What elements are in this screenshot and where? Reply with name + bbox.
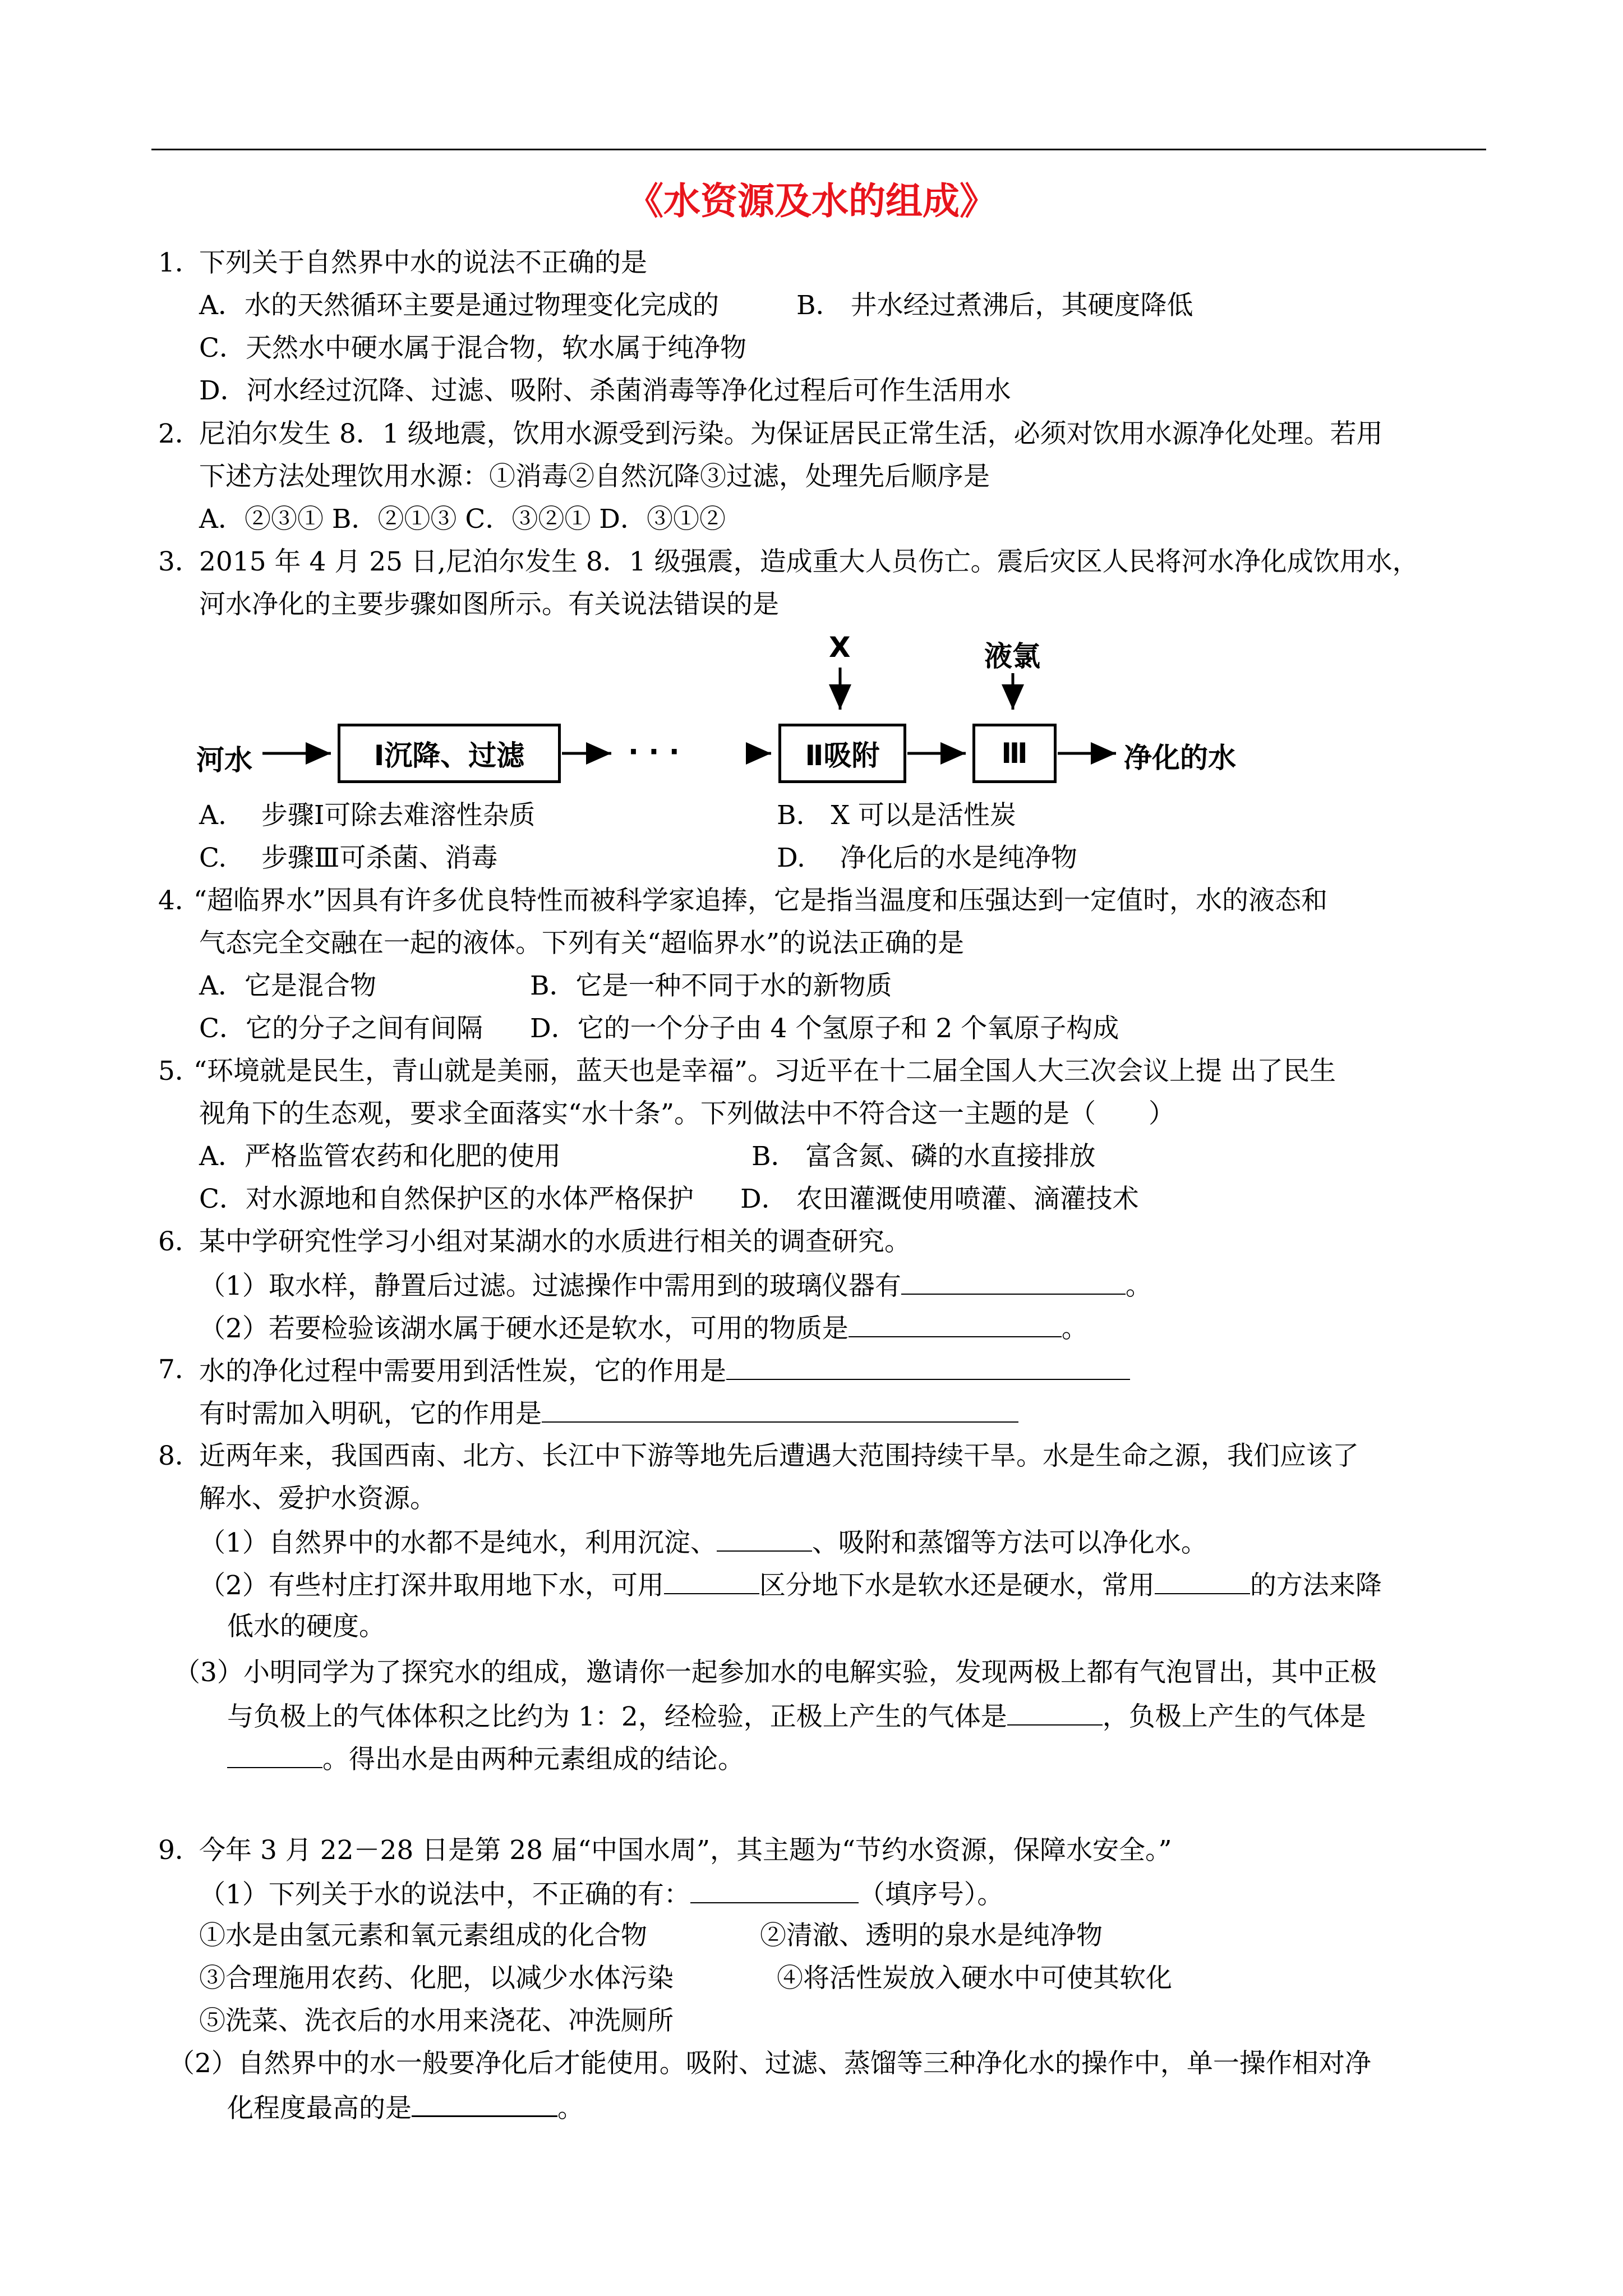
- diagram-ellipsis: · · ·: [628, 735, 680, 768]
- q8-part3-text-d: 。得出水是由两种元素组成的结论。: [322, 1744, 744, 1775]
- q8-part1: [199, 1528, 1207, 1556]
- q1-number: 1．: [158, 247, 201, 278]
- q6-number: 6．: [158, 1226, 201, 1257]
- q4-option-c: C．它的分子之间有间隔: [199, 1013, 483, 1044]
- diagram-step3-box: Ⅲ: [972, 724, 1057, 783]
- q8-part3-line2: [227, 1702, 1366, 1730]
- q7-line1-text: 水的净化过程中需要用到活性炭，它的作用是: [199, 1356, 726, 1387]
- q9-part1: [199, 1880, 1003, 1908]
- q5-option-b: B． 富含氮、磷的水直接排放: [751, 1141, 1096, 1172]
- q9-part1-text-b: （填序号）。: [858, 1879, 1004, 1910]
- q3-stem-line2: 河水净化的主要步骤如图所示。有关说法错误的是: [199, 589, 779, 620]
- q8-stem-line2: 解水、爱护水资源。: [199, 1483, 436, 1514]
- q7-line2-text: 有时需加入明矾，它的作用是: [199, 1398, 542, 1429]
- q9-part1-text-a: （1）下列关于水的说法中，不正确的有：: [199, 1879, 690, 1910]
- q8-part2-line2: 低水的硬度。: [227, 1611, 385, 1642]
- q8-stem-line1: 近两年来，我国西南、北方、长江中下游等地先后遭遇大范围持续干旱。水是生命之源，我们应该了: [199, 1441, 1359, 1471]
- q4-stem-line1: “超临界水”因具有许多优良特性而被科学家追捧，它是指当温度和压强达到一定值时，水的液态和: [193, 885, 1328, 916]
- q3-option-a: A. 步骤Ⅰ可除去难溶性杂质: [199, 800, 536, 831]
- q2-stem-line1: 尼泊尔发生 8．1 级地震，饮用水源受到污染。为保证居民正常生活，必须对饮用水源净化处理。若用: [199, 418, 1383, 449]
- q3-option-c: C. 步骤Ⅲ可杀菌、消毒: [199, 843, 498, 873]
- q9-item-3: ③合理施用农药、化肥，以减少水体污染: [199, 1963, 674, 1994]
- q1-option-b: B． 井水经过煮沸后，其硬度降低: [796, 290, 1193, 321]
- q7-line2-blank[interactable]: [542, 1399, 1018, 1423]
- q4-option-a: A．它是混合物: [199, 970, 376, 1001]
- diagram-purified-water: 净化的水: [1124, 742, 1236, 774]
- q5-number: 5．: [158, 1056, 201, 1087]
- q9-part2-text-b: 化程度最高的是: [227, 2093, 412, 2124]
- q9-item-4: ④将活性炭放入硬水中可使其软化: [777, 1963, 1172, 1994]
- q6-part2: [199, 1314, 1088, 1342]
- q9-item-1: ①水是由氢元素和氧元素组成的化合物: [199, 1920, 647, 1951]
- water-purification-diagram: [196, 631, 1262, 788]
- q6-part1-blank[interactable]: [901, 1271, 1126, 1295]
- q1-option-d: D．河水经过沉降、过滤、吸附、杀菌消毒等净化过程后可作生活用水: [199, 375, 1011, 406]
- q6-part2-text: （2）若要检验该湖水属于硬水还是软水，可用的物质是: [199, 1313, 849, 1344]
- q2-options: A．②③① B．②①③ C．③②① D．③①②: [199, 504, 726, 535]
- q8-part2-text-c: 的方法来降: [1249, 1570, 1382, 1601]
- q8-part1-blank[interactable]: [717, 1528, 812, 1552]
- q7-line1: [199, 1356, 1130, 1387]
- q8-part3-line1: （3）小明同学为了探究水的组成，邀请你一起参加水的电解实验，发现两极上都有气泡冒出，其中正极: [174, 1657, 1377, 1688]
- q5-option-c: C．对水源地和自然保护区的水体严格保护: [199, 1184, 694, 1214]
- q8-number: 8．: [158, 1441, 201, 1471]
- q7-line1-blank[interactable]: [726, 1356, 1130, 1380]
- q9-item-5: ⑤洗菜、洗衣后的水用来浇花、冲洗厕所: [199, 2005, 674, 2036]
- diagram-input-x: X: [829, 631, 851, 664]
- q7-line2: [199, 1399, 1018, 1427]
- q2-number: 2．: [158, 418, 201, 449]
- q8-part2-blank2[interactable]: [1155, 1571, 1250, 1594]
- q7-number: 7．: [158, 1354, 201, 1385]
- q5-option-d: D． 农田灌溉使用喷灌、滴灌技术: [740, 1184, 1139, 1214]
- q9-part2-line2: [227, 2093, 584, 2122]
- q1-stem: 下列关于自然界中水的说法不正确的是: [199, 247, 647, 278]
- q6-part1-text: （1）取水样，静置后过滤。过滤操作中需用到的玻璃仪器有: [199, 1271, 901, 1301]
- q4-stem-line2: 气态完全交融在一起的液体。下列有关“超临界水”的说法正确的是: [199, 928, 965, 959]
- diagram-step2-box: Ⅱ吸附: [778, 724, 906, 783]
- q9-stem: 今年 3 月 22－28 日是第 28 届“中国水周”，其主题为“节约水资源，保障水安全。”: [199, 1835, 1172, 1866]
- q8-part3-text-b: 与负极上的气体体积之比约为 1：2，经检验，正极上产生的气体是: [227, 1701, 1007, 1732]
- q3-option-b: B. X 可以是活性炭: [777, 800, 1016, 831]
- q4-number: 4．: [158, 885, 201, 916]
- diagram-river-water: 河水: [196, 744, 252, 776]
- q9-part2-text-c: 。: [557, 2093, 584, 2124]
- q6-part1-end: 。: [1125, 1271, 1152, 1301]
- diagram-input-chlorine: 液氯: [984, 640, 1040, 673]
- q8-part3-blank2[interactable]: [227, 1745, 322, 1768]
- q6-part2-blank[interactable]: [849, 1314, 1062, 1337]
- q9-part1-blank[interactable]: [690, 1880, 859, 1903]
- q9-part2-blank[interactable]: [412, 2093, 557, 2117]
- q9-item-2: ②清澈、透明的泉水是纯净物: [760, 1920, 1103, 1951]
- header-rule: [151, 149, 1486, 150]
- q8-part2-blank1[interactable]: [664, 1571, 759, 1594]
- q5-option-a: A．严格监管农药和化肥的使用: [199, 1141, 561, 1172]
- q1-option-a: A．水的天然循环主要是通过物理变化完成的: [199, 290, 719, 321]
- q8-part1-text-b: 、吸附和蒸馏等方法可以净化水。: [811, 1527, 1207, 1558]
- diagram-step1-box: Ⅰ沉降、过滤: [338, 724, 561, 783]
- q8-part1-text-a: （1）自然界中的水都不是纯水，利用沉淀、: [199, 1527, 717, 1558]
- q3-number: 3．: [158, 546, 201, 577]
- q5-stem-line1: “环境就是民生，青山就是美丽，蓝天也是幸福”。习近平在十二届全国人大三次会议上提 出了民生: [193, 1056, 1336, 1087]
- q6-stem: 某中学研究性学习小组对某湖水的水质进行相关的调查研究。: [199, 1226, 911, 1257]
- q5-stem-line2: 视角下的生态观，要求全面落实“水十条”。下列做法中不符合这一主题的是（ ）: [199, 1098, 1175, 1129]
- q8-part3-text-c: ，负极上产生的气体是: [1102, 1701, 1366, 1732]
- q9-part2-line1: （2）自然界中的水一般要净化后才能使用。吸附、过滤、蒸馏等三种净化水的操作中，单一操作相对净: [168, 2048, 1371, 2079]
- q2-stem-line2: 下述方法处理饮用水源：①消毒②自然沉降③过滤，处理先后顺序是: [199, 461, 990, 492]
- page-title: 《水资源及水的组成》: [626, 180, 997, 223]
- q9-number: 9．: [158, 1835, 201, 1866]
- q4-option-d: D．它的一个分子由 4 个氢原子和 2 个氧原子构成: [530, 1013, 1119, 1044]
- q4-option-b: B．它是一种不同于水的新物质: [530, 970, 892, 1001]
- q6-part1: [199, 1271, 1152, 1299]
- q6-part2-end: 。: [1061, 1313, 1088, 1344]
- q8-part2-text-b: 区分地下水是软水还是硬水，常用: [759, 1570, 1155, 1601]
- q3-option-d: D. 净化后的水是纯净物: [777, 843, 1077, 873]
- q8-part2-text-a: （2）有些村庄打深井取用地下水，可用: [199, 1570, 664, 1601]
- q8-part3-line3: [227, 1745, 744, 1773]
- q8-part3-blank1[interactable]: [1007, 1702, 1103, 1726]
- q8-part2: [199, 1571, 1382, 1599]
- q1-option-c: C．天然水中硬水属于混合物，软水属于纯净物: [199, 333, 746, 364]
- q3-stem-line1: 2015 年 4 月 25 日,尼泊尔发生 8．1 级强震，造成重大人员伤亡。震后灾区人民将河水净化成饮用水，: [199, 546, 1419, 577]
